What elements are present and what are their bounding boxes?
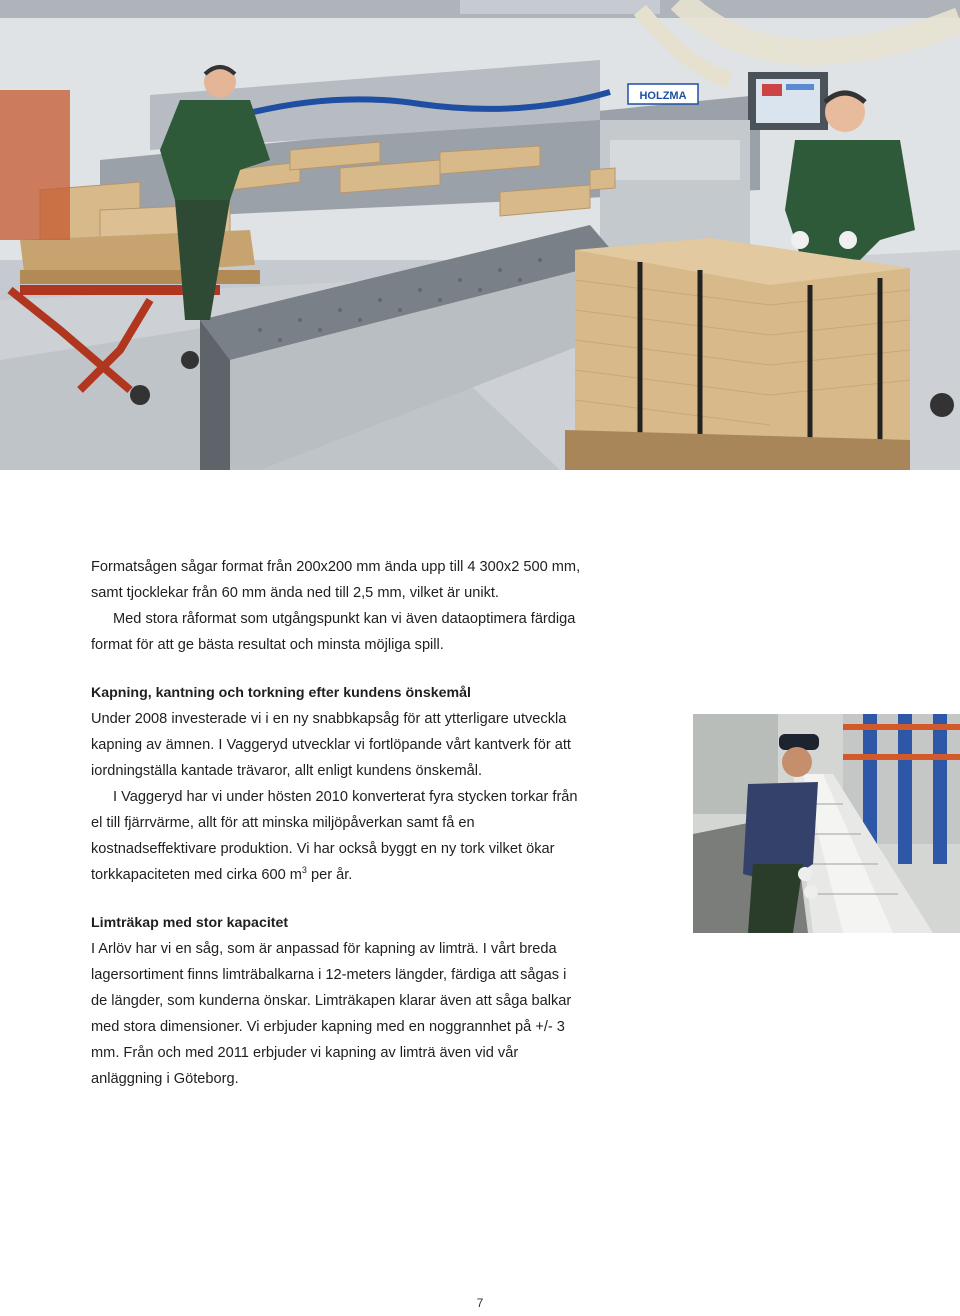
hero-photo [0, 0, 960, 470]
machine-brand-label: HOLZMA [639, 90, 687, 102]
conveyor-scene-illustration [693, 714, 960, 933]
section1-heading: Kapning, kantning och torkning efter kundens önskemål [91, 685, 471, 701]
section1-paragraph-2-tail: per år. [306, 867, 353, 883]
section1-paragraph-2 [91, 784, 581, 888]
page-number: 7 [476, 1296, 484, 1310]
section1-paragraph-1: Under 2008 investerade vi i en ny snabbkapsåg för att ytterligare utveckla kapning av ämnen. I Vaggeryd utvecklar vi fortlöpande vårt kantverk för att iordningställa kantade trävaror, allt enligt kundens önskemål. [91, 711, 571, 779]
intro-paragraph-2: Med stora råformat som utgångspunkt kan vi även dataoptimera färdiga format för att ge bästa resultat och minsta möjliga spill. [91, 611, 576, 653]
section2-paragraph-1: I Arlöv har vi en såg, som är anpassad för kapning av limträ. I vårt breda lagersortiment finns limträbalkarna i 12-meters längder, färdiga att sågas i de längder, som kunderna önskar. Limträkapen klarar även att såga balkar med stora dimensioner. Vi erbjuder kapning med en noggrannhet på +/- 3 mm. Från och med 2011 erbjuder vi kapning av limträ även vid vår anläggning i Göteborg. [91, 941, 572, 1087]
article-text [91, 554, 581, 1092]
section1-paragraph-2-text: I Vaggeryd har vi under hösten 2010 konverterat fyra stycken torkar från el till fjärrvärme, allt för att minska miljöpåverkan samt få en kostnadseffektivare produktion. Vi har också byggt en ny tork vilket ökar torkkapaciteten med cirka 600 m [91, 789, 578, 883]
factory-scene-illustration [0, 0, 960, 470]
intro-paragraph-1: Formatsågen sågar format från 200x200 mm ända upp till 4 300x2 500 mm, samt tjocklekar från 60 mm ända ned till 2,5 mm, vilket är unikt. [91, 559, 581, 601]
cubic-superscript: 3 [301, 865, 307, 876]
conveyor-worker-photo [693, 714, 960, 933]
section2-heading: Limträkap med stor kapacitet [91, 915, 289, 931]
